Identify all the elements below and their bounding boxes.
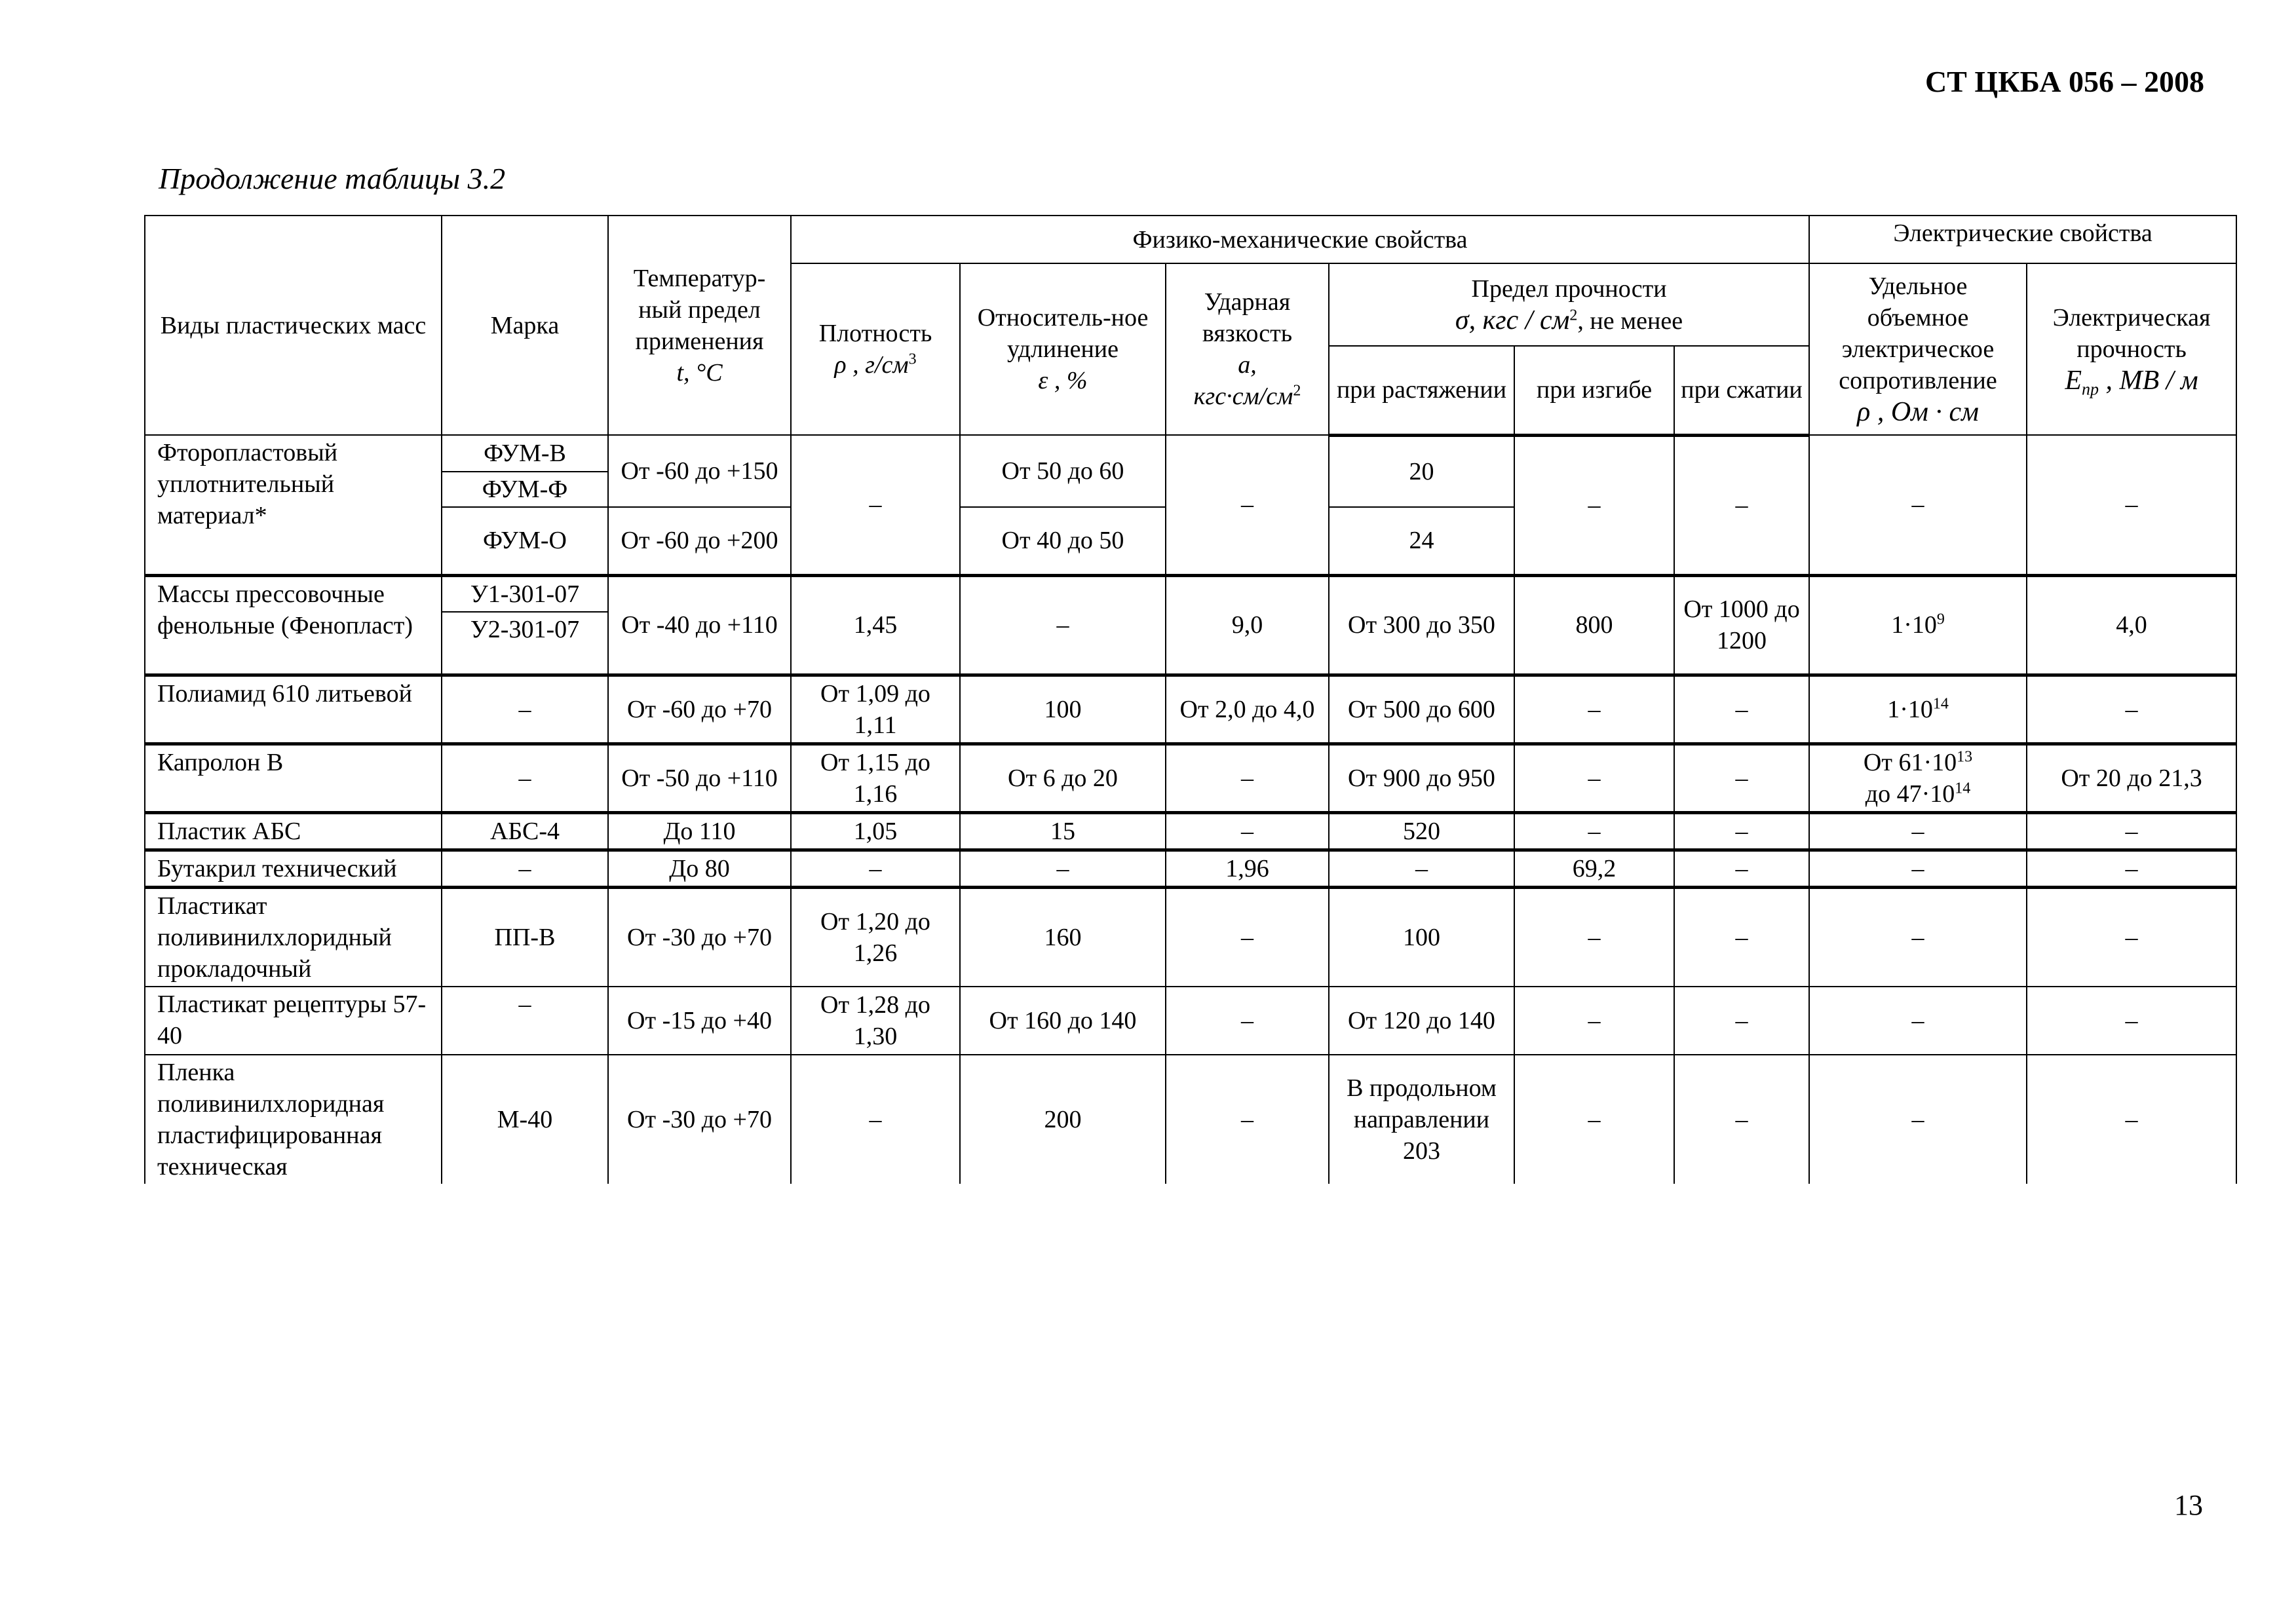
cell-resistivity: От $61\cdot 10^{13}$ до $47\cdot 10^{14}$ [1809, 744, 2027, 812]
header-bending: при изгибе [1514, 346, 1674, 435]
header-temperature: Температур-ный предел применения t, °С [608, 216, 791, 435]
cell-density: От 1,15 до 1,16 [791, 744, 960, 812]
cell-bending: – [1514, 812, 1674, 850]
cell-temp: От -60 до +150 [608, 435, 791, 507]
cell-temp: От -60 до +200 [608, 507, 791, 575]
cell-tension: 24 [1329, 507, 1514, 575]
cell-tension: От 500 до 600 [1329, 675, 1514, 744]
cell-dielectric: – [2027, 1055, 2236, 1184]
cell-resistivity: – [1809, 887, 2027, 987]
cell-brand: – [442, 675, 608, 744]
cell-elongation: 100 [960, 675, 1166, 744]
cell-density: От 1,20 до 1,26 [791, 887, 960, 987]
document-code: СТ ЦКБА 056 – 2008 [1924, 65, 2204, 98]
cell-impact: От 2,0 до 4,0 [1166, 675, 1329, 744]
cell-bending: – [1514, 744, 1674, 812]
cell-density: От 1,09 до 1,11 [791, 675, 960, 744]
cell-density: – [791, 435, 960, 575]
table-row [145, 987, 2236, 1055]
header-ultimate-strength: Предел прочности σ, кгс / $см^2$, не менее [1329, 263, 1809, 346]
cell-bending: – [1514, 887, 1674, 987]
header-physmech-group: Физико-механические свойства [791, 216, 1809, 263]
cell-temp: От -30 до +70 [608, 1055, 791, 1184]
table-row [145, 675, 2236, 744]
cell-density: 1,05 [791, 812, 960, 850]
header-compression: при сжатии [1674, 346, 1809, 435]
cell-impact: – [1166, 744, 1329, 812]
properties-table [144, 215, 2237, 1184]
cell-compression: – [1674, 887, 1809, 987]
header-density: Плотность ρ , $г/см^3$ [791, 263, 960, 435]
cell-dielectric: – [2027, 435, 2236, 575]
cell-bending: 69,2 [1514, 850, 1674, 887]
cell-type: Капролон В [145, 744, 442, 812]
header-brand: Марка [442, 216, 608, 435]
cell-impact: 9,0 [1166, 575, 1329, 675]
table-row [145, 435, 2236, 472]
cell-brand: У2-301-07 [442, 612, 608, 675]
cell-resistivity: $1\cdot 10^{14}$ [1809, 675, 2027, 744]
cell-tension: От 120 до 140 [1329, 987, 1514, 1055]
header-dielectric-strength: Электрическая прочность $E_{пр}$ , МВ / м [2027, 263, 2236, 435]
cell-brand: ФУМ-В [442, 435, 608, 472]
table-row [145, 812, 2236, 850]
table-row [145, 744, 2236, 812]
cell-elongation: От 160 до 140 [960, 987, 1166, 1055]
cell-tension: 520 [1329, 812, 1514, 850]
cell-dielectric: – [2027, 987, 2236, 1055]
cell-bending: – [1514, 435, 1674, 575]
cell-dielectric: 4,0 [2027, 575, 2236, 675]
header-electric-group: Электрические свойства [1809, 216, 2236, 263]
cell-tension: В продольном направлении 203 [1329, 1055, 1514, 1184]
cell-elongation: От 40 до 50 [960, 507, 1166, 575]
header-tension: при растяжении [1329, 346, 1514, 435]
cell-compression: – [1674, 812, 1809, 850]
cell-resistivity: – [1809, 850, 2027, 887]
header-resistivity: Удельное объемное электрическое сопротивление ρ , Ом · см [1809, 263, 2027, 435]
cell-elongation: – [960, 850, 1166, 887]
cell-type: Массы прессовочные фенольные (Фенопласт) [145, 575, 442, 675]
cell-tension: 20 [1329, 435, 1514, 507]
cell-resistivity: – [1809, 435, 2027, 575]
header-elongation: Относитель-ное удлинение ε , % [960, 263, 1166, 435]
table-row [145, 850, 2236, 887]
cell-brand: АБС-4 [442, 812, 608, 850]
cell-bending: – [1514, 987, 1674, 1055]
cell-tension: От 900 до 950 [1329, 744, 1514, 812]
cell-resistivity: $1\cdot 10^9$ [1809, 575, 2027, 675]
cell-elongation: 15 [960, 812, 1166, 850]
cell-temp: От -60 до +70 [608, 675, 791, 744]
cell-resistivity: – [1809, 987, 2027, 1055]
cell-type: Пластикат рецептуры 57-40 [145, 987, 442, 1055]
cell-resistivity: – [1809, 1055, 2027, 1184]
cell-type: Пластикат поливинилхлоридный прокладочный [145, 887, 442, 987]
cell-brand: ПП-В [442, 887, 608, 987]
cell-compression: – [1674, 1055, 1809, 1184]
cell-elongation: 160 [960, 887, 1166, 987]
cell-temp: От -50 до +110 [608, 744, 791, 812]
cell-compression: От 1000 до 1200 [1674, 575, 1809, 675]
cell-temp: До 80 [608, 850, 791, 887]
cell-compression: – [1674, 987, 1809, 1055]
cell-elongation: От 50 до 60 [960, 435, 1166, 507]
cell-density: – [791, 1055, 960, 1184]
cell-temp: От -15 до +40 [608, 987, 791, 1055]
cell-resistivity: – [1809, 812, 2027, 850]
cell-brand: У1-301-07 [442, 575, 608, 612]
cell-elongation: От 6 до 20 [960, 744, 1166, 812]
cell-brand: – [442, 987, 608, 1055]
cell-brand: ФУМ-О [442, 507, 608, 575]
cell-density: От 1,28 до 1,30 [791, 987, 960, 1055]
cell-impact: – [1166, 987, 1329, 1055]
table-row [145, 1055, 2236, 1184]
cell-compression: – [1674, 744, 1809, 812]
table-row [145, 575, 2236, 612]
cell-temp: От -30 до +70 [608, 887, 791, 987]
cell-dielectric: – [2027, 850, 2236, 887]
cell-dielectric: – [2027, 675, 2236, 744]
cell-compression: – [1674, 675, 1809, 744]
cell-type: Пленка поливинилхлоридная пластифицированная техническая [145, 1055, 442, 1184]
cell-dielectric: – [2027, 887, 2236, 987]
header-impact-strength: Ударная вязкость a, $кгс\cdot см/см^2$ [1166, 263, 1329, 435]
cell-type: Бутакрил технический [145, 850, 442, 887]
cell-density: 1,45 [791, 575, 960, 675]
cell-impact: – [1166, 887, 1329, 987]
page-number: 13 [2174, 1489, 2203, 1521]
cell-brand: М-40 [442, 1055, 608, 1184]
cell-impact: 1,96 [1166, 850, 1329, 887]
cell-brand: ФУМ-Ф [442, 472, 608, 507]
cell-tension: – [1329, 850, 1514, 887]
cell-bending: – [1514, 675, 1674, 744]
cell-brand: – [442, 850, 608, 887]
cell-bending: – [1514, 1055, 1674, 1184]
cell-dielectric: – [2027, 812, 2236, 850]
cell-type: Фторопластовый уплотнительный материал* [145, 435, 442, 575]
cell-type: Пластик АБС [145, 812, 442, 850]
cell-type: Полиамид 610 литьевой [145, 675, 442, 744]
table-caption: Продолжение таблицы 3.2 [159, 162, 506, 195]
cell-tension: От 300 до 350 [1329, 575, 1514, 675]
cell-brand: – [442, 744, 608, 812]
cell-impact: – [1166, 1055, 1329, 1184]
header-plastic-type: Виды пластических масс [145, 216, 442, 435]
cell-elongation: 200 [960, 1055, 1166, 1184]
cell-impact: – [1166, 812, 1329, 850]
cell-temp: До 110 [608, 812, 791, 850]
cell-impact: – [1166, 435, 1329, 575]
table-row [145, 887, 2236, 987]
cell-compression: – [1674, 435, 1809, 575]
cell-density: – [791, 850, 960, 887]
cell-dielectric: От 20 до 21,3 [2027, 744, 2236, 812]
cell-temp: От -40 до +110 [608, 575, 791, 675]
cell-elongation: – [960, 575, 1166, 675]
cell-tension: 100 [1329, 887, 1514, 987]
cell-compression: – [1674, 850, 1809, 887]
cell-bending: 800 [1514, 575, 1674, 675]
